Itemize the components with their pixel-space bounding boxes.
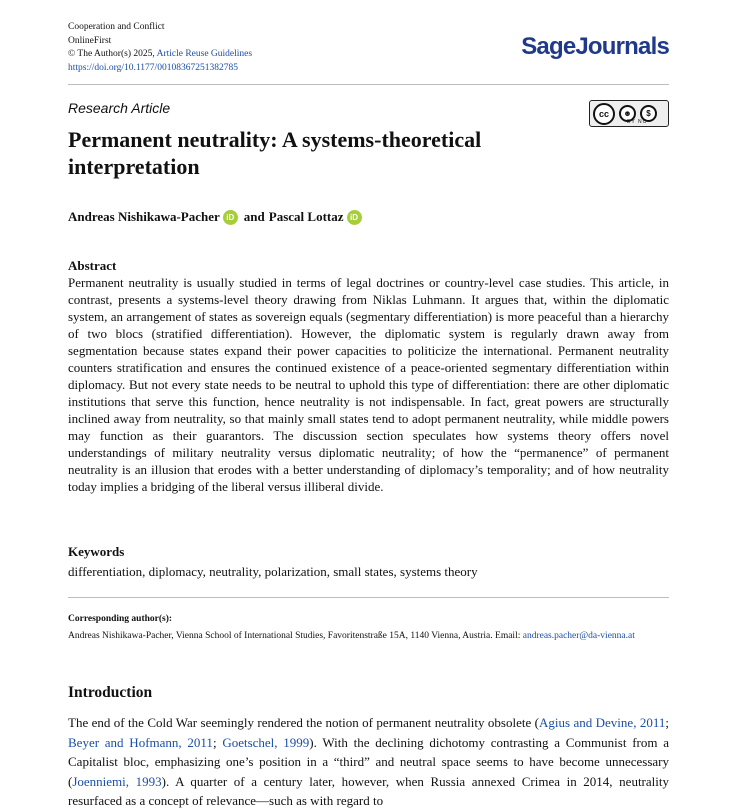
author-joiner: and [243,209,265,224]
license-tags: BY NC [627,119,648,125]
corresponding-text: Andreas Nishikawa-Pacher, Vienna School of International Studies, Favoritenstraße 15A, 1140 Vienna, Austria. Email: [68,631,521,641]
citation-link[interactable]: Goetschel, 1999 [222,734,310,750]
intro-text: ). With the declining dichotomy contrasting a Communist from a Capitalist bloc, emphasizing one’s position in a “third” and neutral space seems to have become unnecessary ( [68,734,669,789]
keywords-heading: Keywords [68,544,125,559]
article-type: Research Article [68,100,171,116]
keywords-text: differentiation, diplomacy, neutrality, polarization, small states, systems theory [68,564,478,579]
abstract-text: Permanent neutrality is usually studied in terms of legal doctrines or country-level case studies. This article, in contrast, presents a systems-level theory drawing from Niklas Luhmann. It argues that, within the diplomatic system, an arrangement of states as sovereign equals (segmentary differentiation) is more peaceful than a hierarchy of two blocs (stratified differentiation). However, the diplomatic system is regularly drawn away from segmentation because states expand their power capacities to politicize the international. Permanent neutrality counters stratification and ensures the continued existence of a peace-oriented segmentary differentiation within diplomacy. But not every state needs to be neutral to uphold this type of differentiation: there are other diplomatic institutions that serve this function, hence neutrality is not indispensable. In fact, great powers are structurally inclined away from neutrality, so that mainly small states tend to adopt permanent neutrality, while middle powers may function as their guarantors. The discussion section speculates how systems theory offers novel understandings of military neutrality versus diplomatic neutrality; of how the “permanence” of permanent neutrality is an illusion that erodes with a better understanding of diplomacy’s temporality; and of how neutrality today implies a bridging of the liberal versus illiberal divide. [68,275,669,494]
journal-meta [68,21,252,75]
author-list [68,209,368,225]
journal-name: Cooperation and Conflict [68,22,165,32]
citation-link[interactable]: Joenniemi, 1993 [72,773,162,789]
citation-link[interactable]: Beyer and Hofmann, 2011 [68,734,213,750]
citation-separator: ; [665,715,669,730]
by-icon: ☻ [619,105,636,122]
cc-license-badge[interactable] [589,100,669,127]
nc-icon: $ [640,105,657,122]
abstract-heading: Abstract [68,258,117,273]
orcid-icon[interactable]: iD [223,210,238,225]
author-name[interactable]: Andreas Nishikawa-Pacher [68,209,220,224]
header-divider [68,84,669,85]
author-name[interactable]: Pascal Lottaz [268,209,344,224]
cc-icon: cc [593,103,615,125]
introduction-text [68,713,669,811]
citation-link[interactable]: Agius and Devine, 2011 [539,715,666,730]
reuse-guidelines-link[interactable]: Article Reuse Guidelines [156,49,253,59]
doi-link[interactable]: https://doi.org/10.1177/00108367251382785 [68,62,238,73]
sage-journals-logo[interactable]: SageJournals [521,33,669,60]
copyright-line [68,48,252,62]
citation-separator: ; [212,734,223,750]
intro-text: The end of the Cold War seemingly rendered the notion of permanent neutrality obsolete ( [68,715,539,730]
publication-status: OnlineFirst [68,35,112,46]
section-divider [68,597,669,598]
corresponding-heading: Corresponding author(s): [68,614,173,624]
article-title: Permanent neutrality: A systems-theoretical interpretation [68,127,482,179]
orcid-icon[interactable]: iD [347,210,362,225]
email-link[interactable]: andreas.pacher@da-vienna.at [522,631,635,641]
copyright-text: © The Author(s) 2025, [68,49,155,59]
introduction-heading: Introduction [68,684,153,701]
intro-text: ). A quarter of a century later, however, when Russia annexed Crimea in 2014, neutrality resurfaced as a concept of relevance—such as with regard to [68,773,669,808]
corresponding-details [68,629,669,644]
